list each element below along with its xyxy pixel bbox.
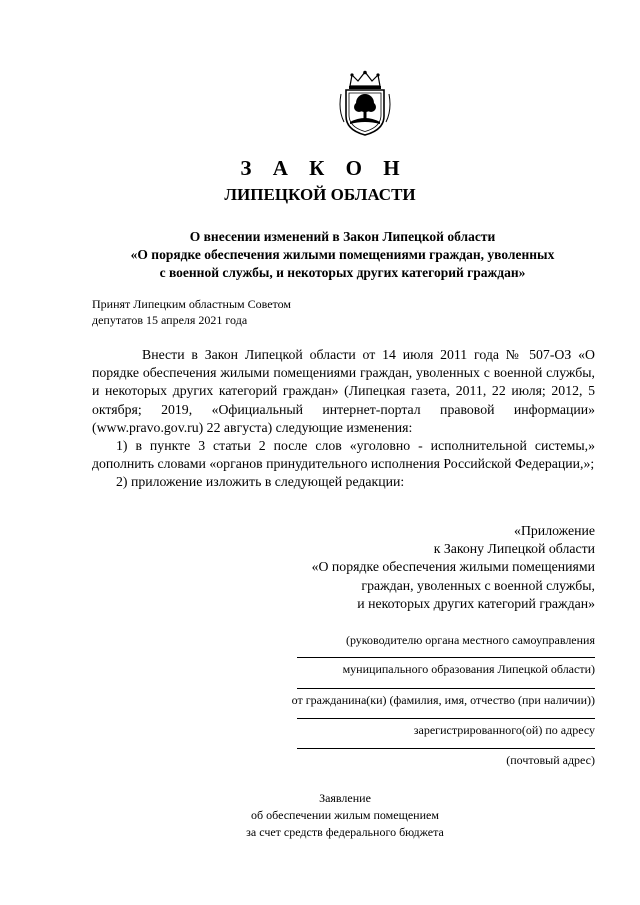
statement-line-2: об обеспечении жилым помещением bbox=[251, 808, 439, 822]
region-title: ЛИПЕЦКОЙ ОБЛАСТИ bbox=[224, 185, 416, 204]
appendix-line-5: и некоторых других категорий граждан» bbox=[357, 595, 595, 611]
appendix-line-3: «О порядке обеспечения жилыми помещениями bbox=[311, 559, 595, 575]
law-subject bbox=[80, 228, 605, 282]
body-item-1: 1) в пункте 3 статьи 2 после слов «уголовно - исполнительной системы,» дополнить словами «органов принудительного исполнения Российской Федерации,»; bbox=[92, 438, 595, 472]
subject-line-1: О внесении изменений в Закон Липецкой области bbox=[189, 229, 496, 244]
adoption-line-1: Принят Липецким областным Советом bbox=[92, 297, 291, 311]
body-intro: Внести в Закон Липецкой области от 14 июля 2011 года № 507-ОЗ «О порядке обеспечения жилыми помещениями граждан, уволенных с военной службы, и некоторых других категорий граждан» (Липецкая газета, 2011, 22 июля; 2012, 5 октября; 2019, «Официальный интернет-портал правовой информации» (www.pravo.gov.ru) 22 августа) следующие изменения: bbox=[92, 347, 595, 435]
subject-line-3: с военной службы, и некоторых других категорий граждан» bbox=[159, 265, 526, 280]
body-item-2: 2) приложение изложить в следующей редакции: bbox=[116, 474, 405, 490]
statement-line-3: за счет средств федерального бюджета bbox=[246, 825, 444, 839]
appendix-line-2: к Закону Липецкой области bbox=[433, 541, 595, 557]
lipetsk-coat-of-arms-icon bbox=[338, 70, 392, 136]
statement-heading bbox=[150, 790, 540, 841]
adoption-line-2: депутатов 15 апреля 2021 года bbox=[92, 313, 248, 327]
law-title: З А К О Н bbox=[240, 156, 408, 180]
form-rule-3 bbox=[297, 718, 595, 719]
appendix-line-4: граждан, уволенных с военной службы, bbox=[361, 577, 595, 593]
form-municipality: муниципального образования Липецкой области) bbox=[342, 662, 595, 676]
statement-title: Заявление bbox=[319, 791, 371, 805]
form-registered: зарегистрированного(ой) по адресу bbox=[413, 723, 595, 737]
form-rule-1 bbox=[297, 657, 595, 658]
form-rule-4 bbox=[297, 748, 595, 749]
adoption-note bbox=[92, 296, 352, 328]
appendix-line-1: «Приложение bbox=[514, 523, 595, 538]
form-from-citizen: от гражданина(ки) (фамилия, имя, отчество (при наличии)) bbox=[291, 693, 595, 707]
subject-line-2: «О порядке обеспечения жилыми помещениями граждан, уволенных bbox=[130, 247, 555, 262]
form-rule-2 bbox=[297, 688, 595, 689]
law-body bbox=[92, 346, 595, 492]
appendix-header bbox=[235, 522, 595, 613]
form-to-head: (руководителю органа местного самоуправления bbox=[345, 633, 595, 647]
form-postal-address: (почтовый адрес) bbox=[506, 753, 595, 767]
